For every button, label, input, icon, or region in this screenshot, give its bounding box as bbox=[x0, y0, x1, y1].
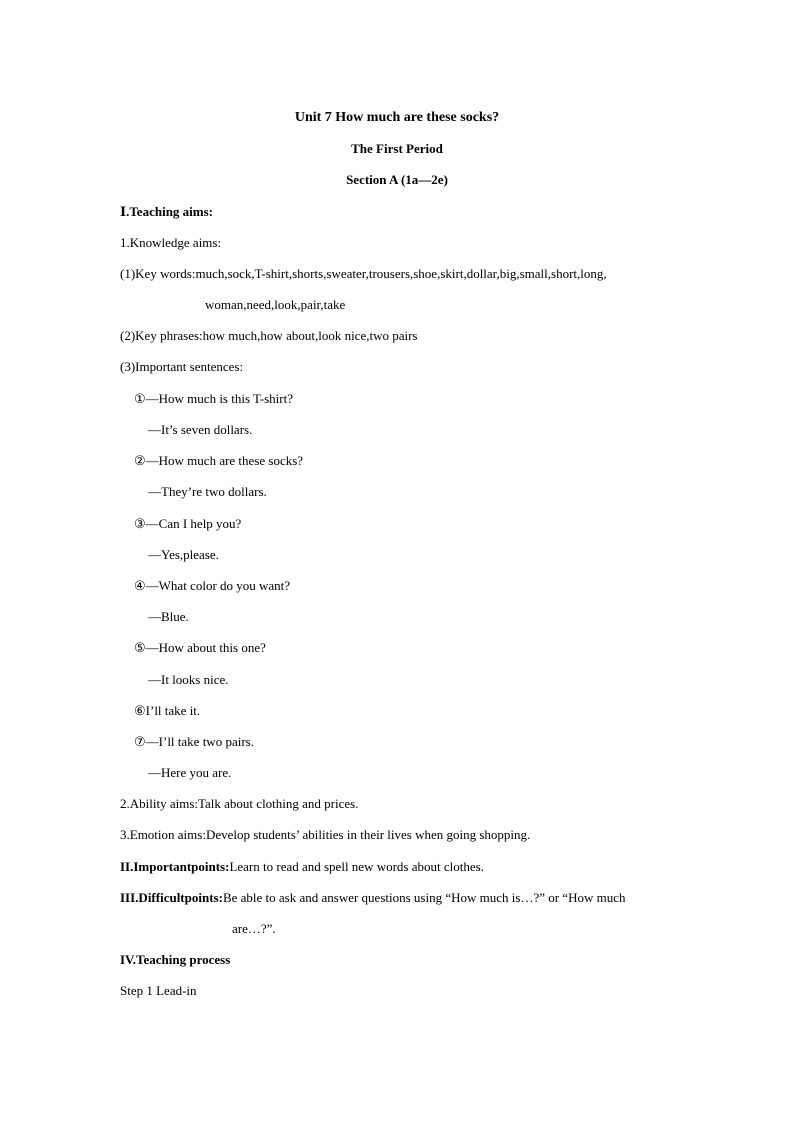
page-title: Unit 7 How much are these socks? bbox=[294, 110, 500, 125]
sentence-line: ④—What color do you want? bbox=[134, 578, 291, 593]
sentence-line: —It’s seven dollars. bbox=[148, 422, 253, 437]
sentence-line: —They’re two dollars. bbox=[148, 484, 267, 499]
knowledge-aims-heading: 1.Knowledge aims: bbox=[120, 235, 222, 250]
sentence-line: ⑥I’ll take it. bbox=[134, 703, 201, 718]
difficult-points-text: Be able to ask and answer questions using “How much is…?” or “How much bbox=[222, 890, 626, 905]
period-heading: The First Period bbox=[351, 141, 443, 156]
key-phrases: (2)Key phrases:how much,how about,look nice,two pairs bbox=[120, 328, 418, 343]
teaching-aims-heading: Ⅰ.Teaching aims: bbox=[120, 204, 213, 219]
key-words-line-2: woman,need,look,pair,take bbox=[205, 297, 346, 312]
important-points-label: II.Importantpoints: bbox=[120, 859, 230, 874]
sentence-line: ②—How much are these socks? bbox=[134, 453, 304, 468]
teaching-process-heading: IV.Teaching process bbox=[120, 952, 231, 967]
sentence-line: ⑤—How about this one? bbox=[134, 640, 266, 655]
section-heading: Section A (1a—2e) bbox=[346, 172, 448, 187]
sentence-line: ①—How much is this T-shirt? bbox=[134, 391, 293, 406]
sentence-line: ③—Can I help you? bbox=[134, 516, 242, 531]
difficult-points-continuation: are…?”. bbox=[232, 921, 276, 936]
sentence-line: —Blue. bbox=[148, 609, 189, 624]
sentence-line: —Here you are. bbox=[148, 765, 232, 780]
difficult-points-label: III.Difficultpoints: bbox=[120, 890, 223, 905]
sentence-line: —Yes,please. bbox=[148, 547, 219, 562]
important-sentences-heading: (3)Important sentences: bbox=[120, 359, 244, 374]
difficult-points bbox=[120, 890, 626, 906]
sentence-line: —It looks nice. bbox=[148, 672, 229, 687]
important-points-text: Learn to read and spell new words about clothes. bbox=[229, 859, 484, 874]
key-words-line-1: (1)Key words:much,sock,T-shirt,shorts,sweater,trousers,shoe,skirt,dollar,big,small,short,long, bbox=[120, 266, 607, 281]
important-points bbox=[120, 859, 484, 875]
sentence-line: ⑦—I’ll take two pairs. bbox=[134, 734, 254, 749]
step-1-heading: Step 1 Lead-in bbox=[120, 983, 197, 998]
emotion-aims: 3.Emotion aims:Develop students’ abilities in their lives when going shopping. bbox=[120, 827, 531, 842]
ability-aims: 2.Ability aims:Talk about clothing and prices. bbox=[120, 796, 359, 811]
